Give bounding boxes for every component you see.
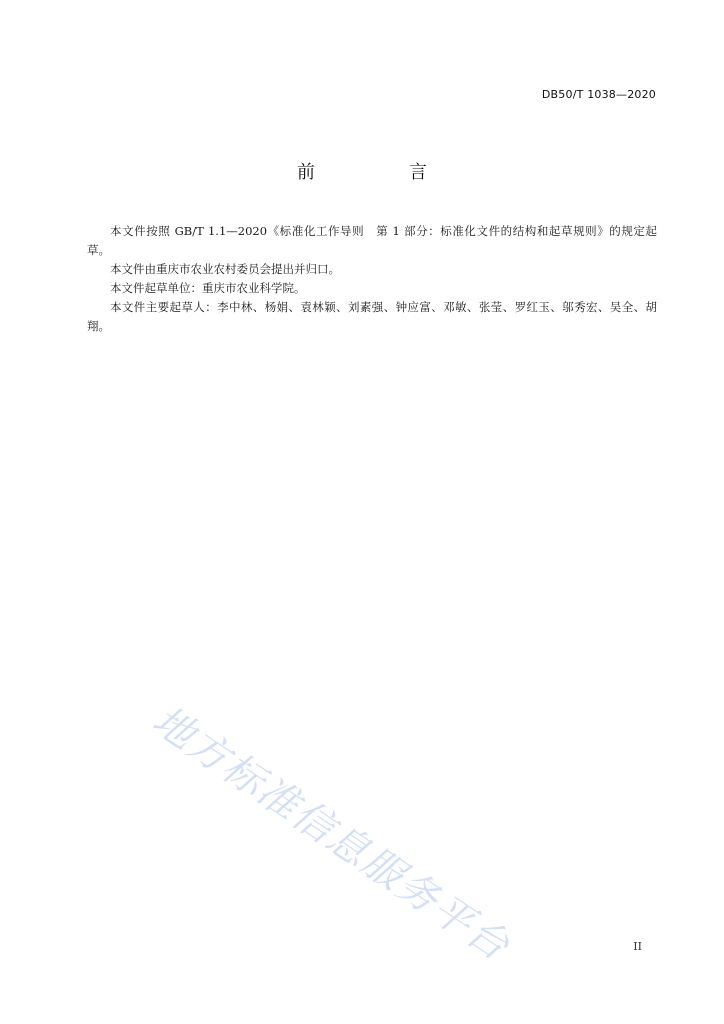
paragraph-proposer: 本文件由重庆市农业农村委员会提出并归口。 bbox=[110, 262, 340, 276]
page-title: 前 言 bbox=[297, 162, 465, 183]
page-number: II bbox=[633, 940, 642, 953]
paragraph-drafting-rules: 本文件按照 GB/T 1.1—2020《标准化工作导则 第 1 部分：标准化文件的结构和起草规则》的规定起草。 bbox=[87, 224, 657, 257]
standard-code: DB50/T 1038—2020 bbox=[541, 88, 656, 101]
preface-body bbox=[87, 222, 657, 336]
paragraph-drafters: 本文件主要起草人：李中林、杨娟、袁林颖、刘素强、钟应富、邓敏、张莹、罗红玉、邬秀宏、吴全、胡翔。 bbox=[87, 300, 657, 333]
watermark: 地方标准信息服务平台 bbox=[144, 697, 519, 971]
paragraph-drafting-unit: 本文件起草单位：重庆市农业科学院。 bbox=[110, 281, 306, 295]
